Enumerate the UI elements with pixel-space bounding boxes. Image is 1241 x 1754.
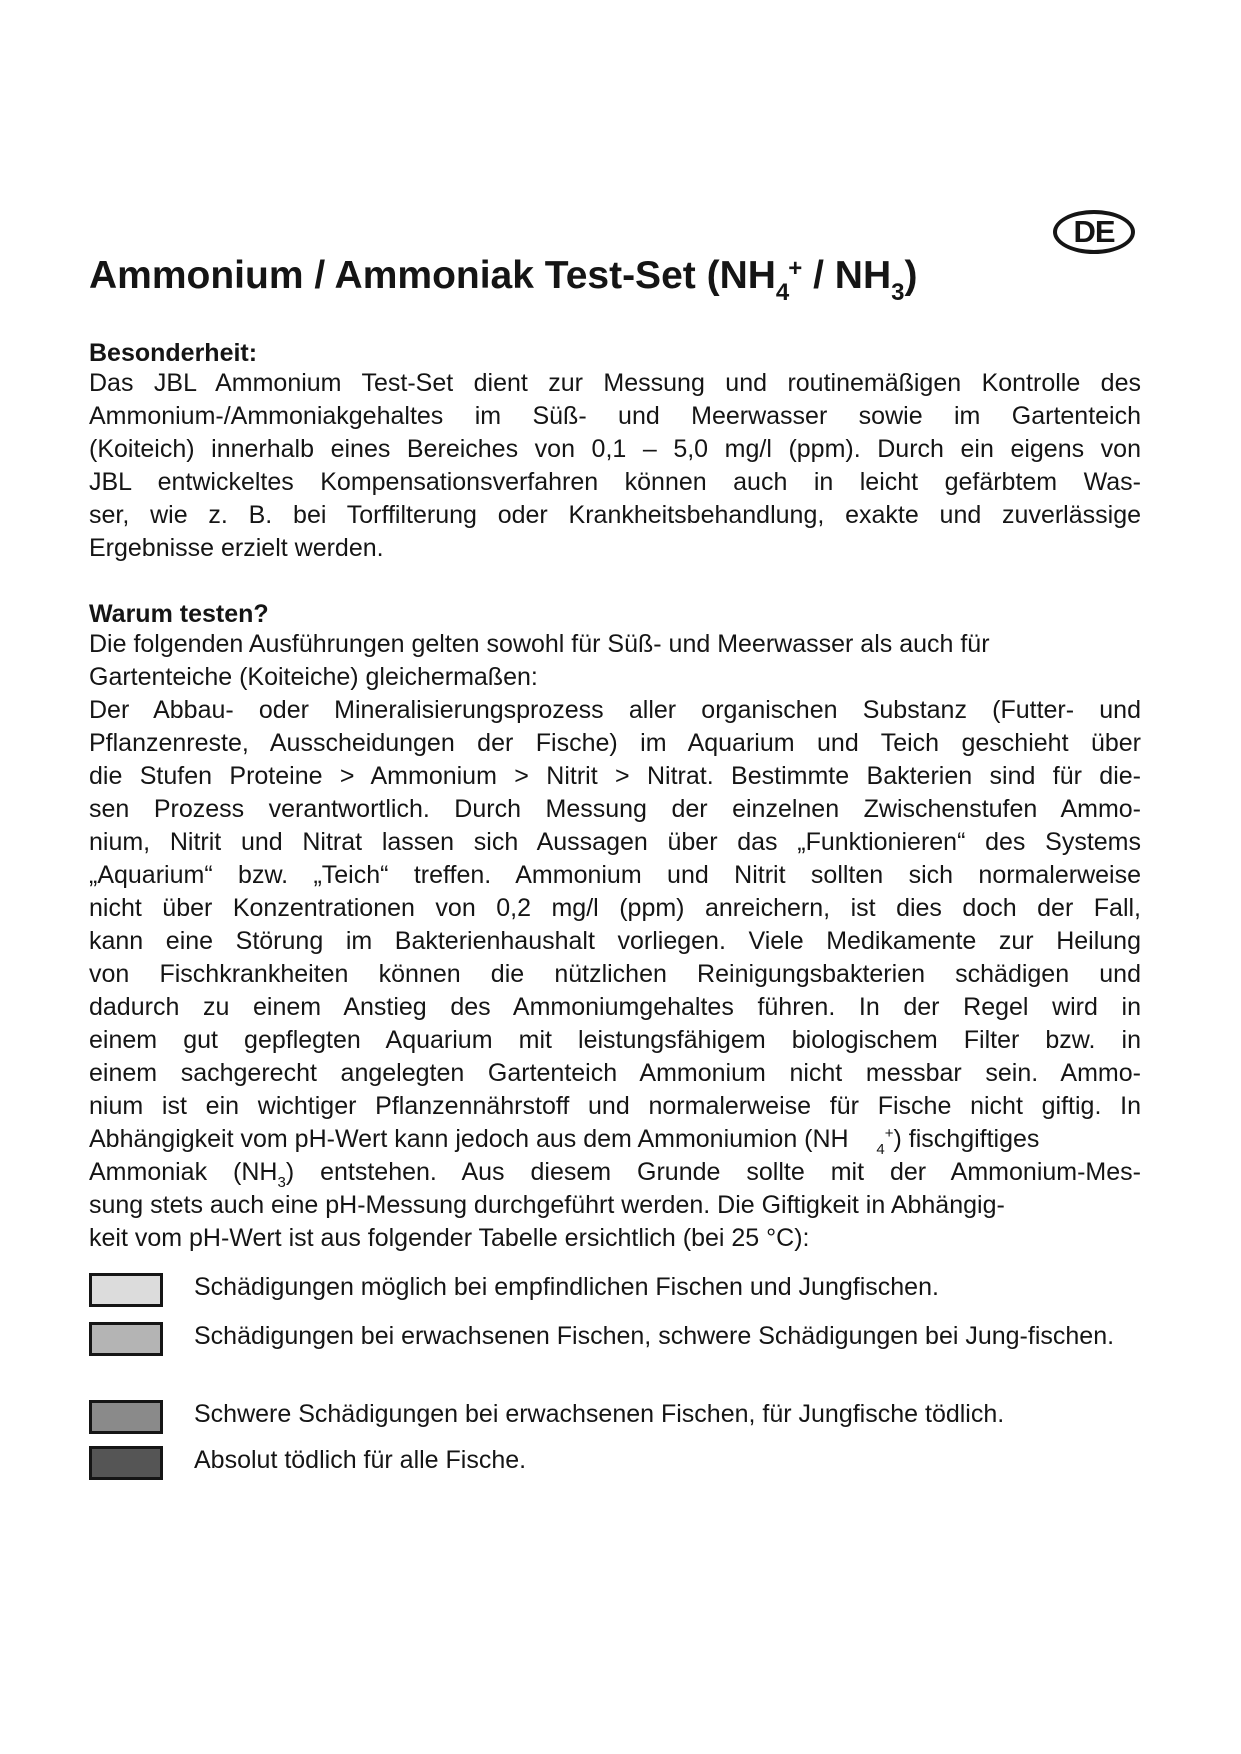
title-subscript-4: 4 [775, 279, 790, 306]
legend-text: Schädigungen bei erwachsenen Fischen, schwere Schädigungen bei Jung-fischen. [194, 1322, 1115, 1350]
text-line: die Stufen Proteine > Ammonium > Nitrit > Nitrat. Bestimmte Bakterien sind für die- [89, 762, 1141, 790]
text-segment: Abhängigkeit vom pH-Wert kann jedoch aus dem Ammoniumion (NH [89, 1125, 849, 1153]
text-segment: Ammoniak (NH [89, 1158, 278, 1186]
title-subscript-3: 3 [891, 279, 905, 306]
text-line: Das JBL Ammonium Test-Set dient zur Messung und routinemäßigen Kontrolle des [89, 369, 1141, 397]
legend-swatch-light [89, 1273, 163, 1307]
text-line: Der Abbau- oder Mineralisierungsprozess aller organischen Substanz (Futter- und [89, 696, 1141, 724]
text-line: nium ist ein wichtiger Pflanzennährstoff und normalerweise für Fische nicht giftig. In [89, 1092, 1141, 1120]
text-line: kann eine Störung im Bakterienhaushalt vorliegen. Viele Medikamente zur Heilung [89, 927, 1141, 955]
legend-text: Schwere Schädigungen bei erwachsenen Fischen, für Jungfische tödlich. [194, 1400, 1005, 1428]
title-end: ) [904, 254, 918, 297]
legend-row-3 [89, 1400, 1141, 1440]
text-line: Die folgenden Ausführungen gelten sowohl für Süß- und Meerwasser als auch für [89, 630, 990, 658]
legend-row-4 [89, 1446, 1141, 1486]
section-body-warum-testen [89, 628, 1141, 1255]
text-segment: ) fischgiftiges [893, 1125, 1040, 1153]
text-line: dadurch zu einem Anstieg des Ammoniumgehaltes führen. In der Regel wird in [89, 993, 1141, 1021]
text-line: ser, wie z. B. bei Torffilterung oder Krankheitsbehandlung, exakte und zuverlässige [89, 501, 1141, 529]
language-badge: DE [1053, 210, 1135, 254]
section-heading-warum-testen: Warum testen? [89, 600, 269, 628]
text-line: „Aquarium“ bzw. „Teich“ treffen. Ammonium und Nitrit sollten sich normalerweise [89, 861, 1141, 889]
text-segment: ) entstehen. Aus diesem Grunde sollte mit der Ammonium-Mes- [285, 1158, 1141, 1186]
text-line: einem gut gepflegten Aquarium mit leistungsfähigem biologischem Filter bzw. in [89, 1026, 1141, 1054]
text-line: Pflanzenreste, Ausscheidungen der Fische) im Aquarium und Teich geschieht über [89, 729, 1141, 757]
legend-swatch-dark [89, 1400, 163, 1434]
text-line: von Fischkrankheiten können die nützlichen Reinigungsbakterien schädigen und [89, 960, 1141, 988]
section-heading-besonderheit: Besonderheit: [89, 339, 258, 367]
legend-swatch-darkest [89, 1446, 163, 1480]
legend-text: Absolut tödlich für alle Fische. [194, 1446, 527, 1474]
superscript-plus: + [884, 1125, 894, 1142]
text-line: JBL entwickeltes Kompensationsverfahren können auch in leicht gefärbtem Was- [89, 468, 1141, 496]
text-line: sen Prozess verantwortlich. Durch Messung der einzelnen Zwischenstufen Ammo- [89, 795, 1141, 823]
text-line: Ergebnisse erzielt werden. [89, 534, 384, 562]
subscript-4: 4 [876, 1141, 885, 1158]
legend-swatch-medium [89, 1322, 163, 1356]
text-line-ammoniak [89, 1156, 1141, 1189]
text-line: (Koiteich) innerhalb eines Bereiches von 0,1 – 5,0 mg/l (ppm). Durch ein eigens von [89, 435, 1141, 463]
text-line: keit vom pH-Wert ist aus folgender Tabelle ersichtlich (bei 25 °C): [89, 1224, 810, 1252]
legend-text: Schädigungen möglich bei empfindlichen Fischen und Jungfischen. [194, 1273, 939, 1301]
title-superscript-plus: + [788, 255, 803, 282]
section-body-besonderheit [89, 367, 1141, 565]
text-line: einem sachgerecht angelegten Gartenteich Ammonium nicht messbar sein. Ammo- [89, 1059, 1141, 1087]
text-line: sung stets auch eine pH-Messung durchgeführt werden. Die Giftigkeit in Abhängig- [89, 1191, 1005, 1219]
legend-row-2 [89, 1322, 1141, 1394]
text-line: Gartenteiche (Koiteiche) gleichermaßen: [89, 663, 538, 691]
title-text: Ammonium / Ammoniak Test-Set (NH [89, 254, 776, 297]
legend-row-1 [89, 1273, 1141, 1313]
title-middle: / NH [802, 254, 892, 297]
page-title [89, 246, 917, 306]
text-line: Ammonium-/Ammoniakgehaltes im Süß- und Meerwasser sowie im Gartenteich [89, 402, 1141, 430]
text-line-ammoniumion [89, 1123, 1141, 1156]
text-line: nium, Nitrit und Nitrat lassen sich Aussagen über das „Funktionieren“ des Systems [89, 828, 1141, 856]
subscript-3: 3 [277, 1174, 286, 1191]
text-line: nicht über Konzentrationen von 0,2 mg/l (ppm) anreichern, ist dies doch der Fall, [89, 894, 1141, 922]
